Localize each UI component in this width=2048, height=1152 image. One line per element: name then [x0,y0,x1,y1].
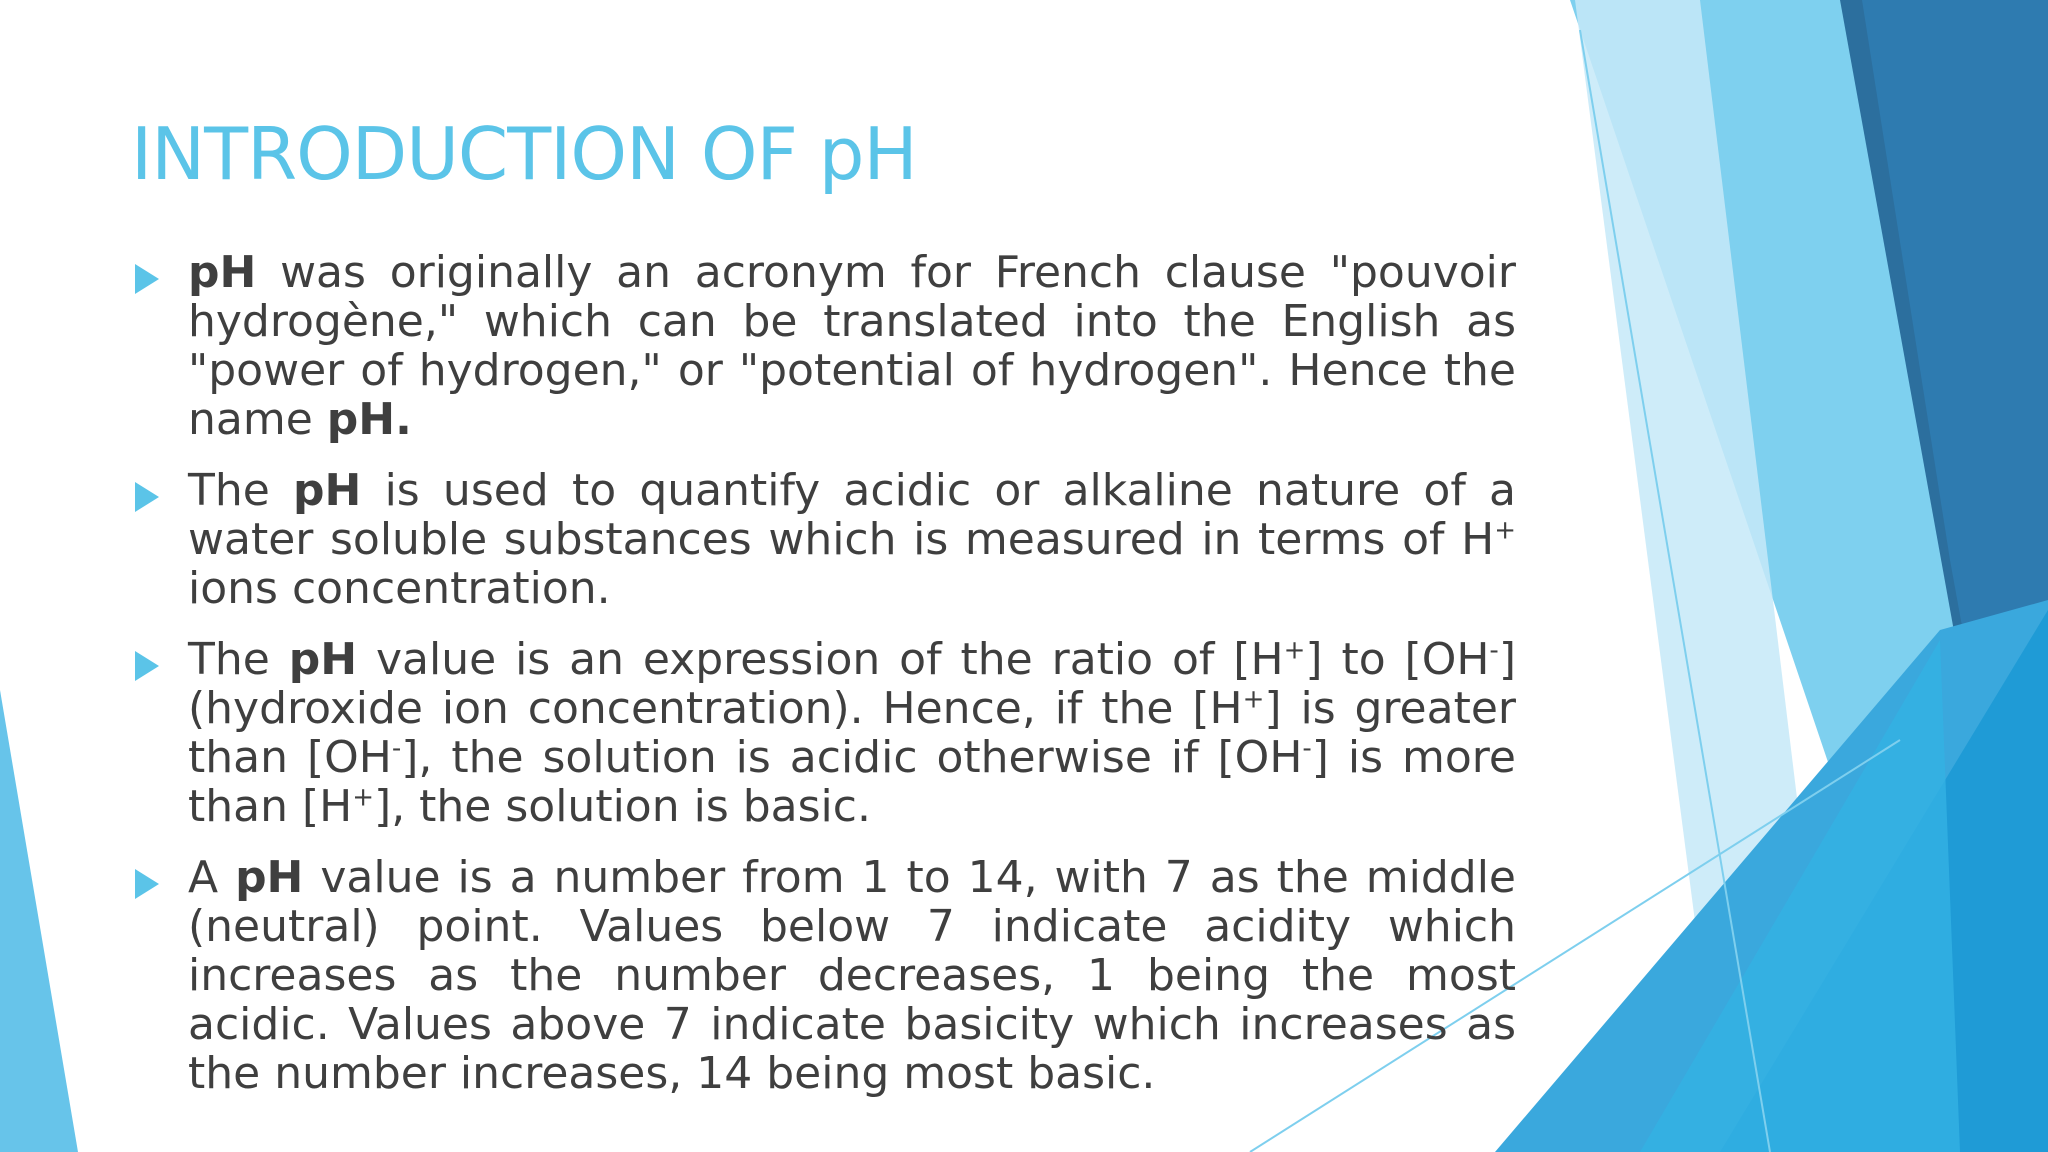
bullet-list [131,248,1516,1120]
slide-title: INTRODUCTION OF pH [131,112,917,196]
bullet-text: The pH is used to quantify acidic or alkaline nature of a water soluble substances which is measured in terms of H+ ions concentration. [188,465,1516,614]
triangle-bullet-icon [135,869,159,899]
bullet-text: A pH value is a number from 1 to 14, with 7 as the middle (neutral) point. Values below 7 indicate acidity which increases as the number decreases, 1 being the most acidic. Values above 7 indicate basicity which increases as the number increases, 14 being most basic. [188,852,1516,1099]
bullet-text: pH was originally an acronym for French clause "pouvoir hydrogène," which can be translated into the English as "power of hydrogen," or "potential of hydrogen". Hence the name pH. [188,247,1516,445]
triangle-bullet-icon [135,651,159,681]
bullet-item [131,853,1516,1098]
left-edge-shape [0,690,78,1152]
bullet-item [131,635,1516,831]
bullet-item [131,248,1516,444]
bullet-text: The pH value is an expression of the ratio of [H+] to [OH-] (hydroxide ion concentration). Hence, if the [H+] is greater than [OH-], the solution is acidic otherwise if [OH-] is more than [H+], the solution is basic. [188,634,1516,832]
bullet-item [131,466,1516,613]
triangle-bullet-icon [135,264,159,294]
triangle-bullet-icon [135,482,159,512]
